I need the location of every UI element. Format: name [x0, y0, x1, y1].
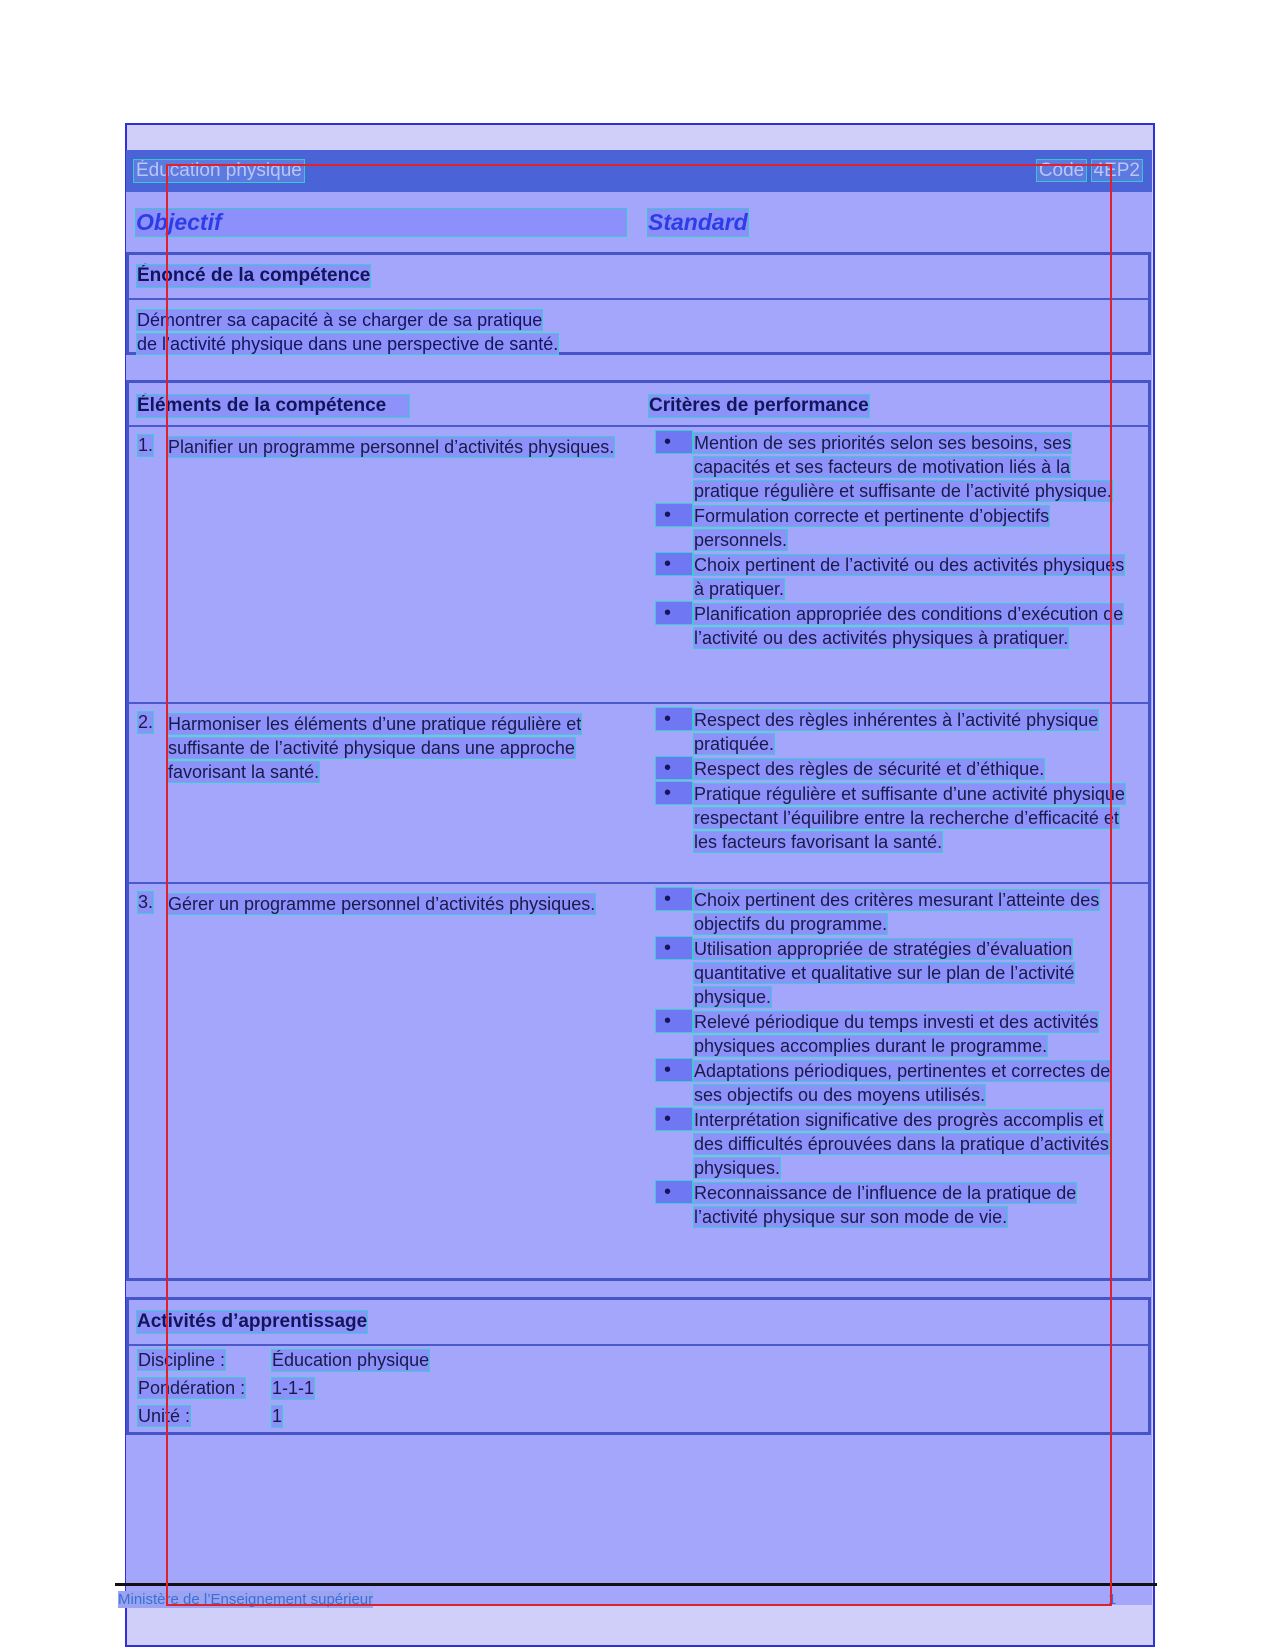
discipline-row: [138, 1350, 429, 1371]
element-number: 2.: [138, 712, 154, 732]
elements-heading: Éléments de la compétence: [137, 395, 409, 417]
enonce-section: [126, 252, 1151, 355]
elements-header-row: [129, 383, 1148, 425]
criterion: • Choix pertinent de l’activité ou des activités physiques à pratiquer.: [656, 553, 1126, 601]
code-label: Code: [1038, 160, 1085, 181]
element-row-2: [129, 702, 1148, 882]
activites-section: [126, 1297, 1151, 1435]
element-text: Gérer un programme personnel d’activités physiques.: [168, 894, 596, 914]
unite-label: Unité :: [138, 1406, 191, 1426]
criterion: • Choix pertinent des critères mesurant l’atteinte des objectifs du programme.: [656, 888, 1126, 936]
criterion: • Adaptations périodiques, pertinentes et correctes de ses objectifs ou des moyens utilisés.: [656, 1059, 1126, 1107]
ponderation-label: Pondération :: [138, 1378, 246, 1398]
criterion: • Planification appropriée des conditions d’exécution de l’activité ou des activités physiques à pratiquer.: [656, 602, 1126, 650]
discipline-label: Discipline :: [138, 1350, 226, 1370]
code-value: 4EP2: [1093, 160, 1140, 181]
objectif-label: Objectif: [136, 209, 626, 236]
element-row-3: [129, 882, 1148, 1279]
code-block: [1037, 160, 1142, 182]
criteria-list: [656, 708, 1126, 855]
enonce-line-2: de l’activité physique dans une perspective de santé.: [137, 334, 559, 354]
element-text: Harmoniser les éléments d’une pratique régulière et suffisante de l’activité physique dans une approche favorisant la santé.: [168, 714, 582, 782]
unite-value: 1: [272, 1406, 283, 1426]
criterion: • Formulation correcte et pertinente d’objectifs personnels.: [656, 504, 1126, 552]
document-header: [126, 150, 1152, 192]
standard-label: Standard: [648, 209, 748, 235]
element-number: 1.: [138, 435, 154, 455]
criterion: • Utilisation appropriée de stratégies d’évaluation quantitative et qualitative sur le plan de l’activité physique.: [656, 937, 1126, 1009]
element-row-1: [129, 425, 1148, 702]
criteria-list: [656, 888, 1126, 1230]
criteria-heading: Critères de performance: [649, 395, 869, 416]
criterion: • Pratique régulière et suffisante d’une activité physique respectant l’équilibre entre la recherche d’efficacité et les facteurs favorisant la santé.: [656, 782, 1126, 854]
ponderation-value: 1-1-1: [272, 1378, 315, 1398]
criterion: • Relevé périodique du temps investi et des activités physiques accomplies durant le programme.: [656, 1010, 1126, 1058]
enonce-heading: Énoncé de la compétence: [137, 265, 371, 286]
criterion: • Reconnaissance de l’influence de la pratique de l’activité physique sur son mode de vie.: [656, 1181, 1126, 1229]
elements-section: [126, 380, 1151, 1281]
enonce-line-1: Démontrer sa capacité à se charger de sa pratique: [137, 310, 543, 330]
criterion: • Respect des règles de sécurité et d’éthique.: [656, 757, 1126, 781]
criterion: • Respect des règles inhérentes à l’activité physique pratiquée.: [656, 708, 1126, 756]
discipline-value: Éducation physique: [272, 1350, 430, 1370]
activites-heading: Activités d’apprentissage: [137, 1311, 368, 1332]
footer-rule: [115, 1583, 1157, 1586]
criterion: • Interprétation significative des progrès accomplis et des difficultés éprouvées dans la pratique d’activités physiques.: [656, 1108, 1126, 1180]
page-number: 1: [1108, 1591, 1117, 1608]
footer-ministry: Ministère de l’Enseignement supérieur: [118, 1591, 374, 1608]
element-number: 3.: [138, 892, 154, 912]
criterion: • Mention de ses priorités selon ses besoins, ses capacités et ses facteurs de motivation liés à la pratique régulière et suffisante de l’activité physique.: [656, 431, 1126, 503]
discipline-title: Éducation physique: [136, 160, 302, 181]
criteria-list: [656, 431, 1126, 651]
ponderation-row: [138, 1378, 314, 1399]
unite-row: [138, 1406, 282, 1427]
element-text: Planifier un programme personnel d’activités physiques.: [168, 437, 615, 457]
